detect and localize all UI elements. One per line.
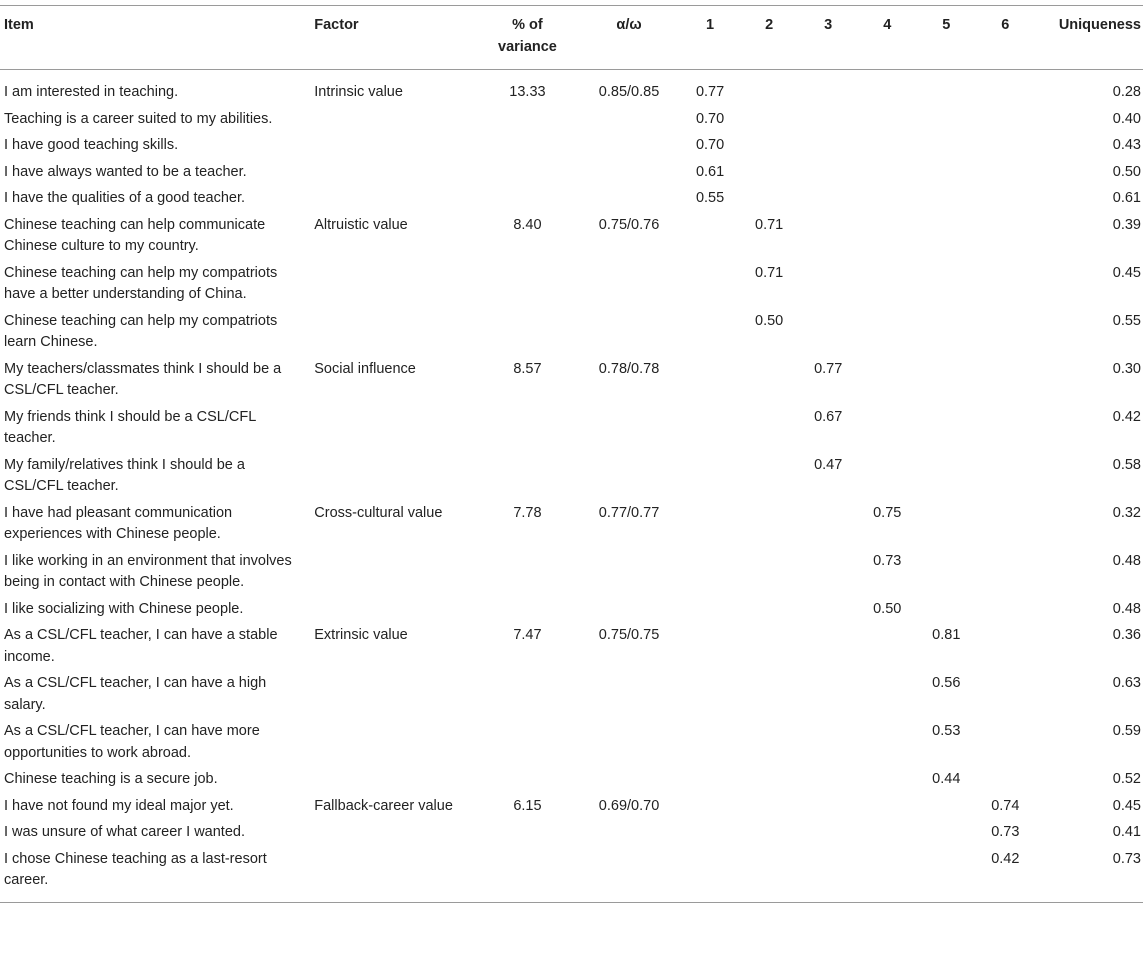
cell-loading-4: 0.50 (873, 600, 902, 617)
cell-item: My family/relatives think I should be a CSL/CFL teacher. (4, 456, 245, 494)
cell-loading-2 (740, 599, 799, 626)
cell-loading-6 (976, 721, 1035, 769)
cell-variance (477, 849, 577, 903)
cell-loading-5: 0.81 (932, 627, 961, 643)
cell-loading-4 (858, 455, 917, 503)
header-alpha-omega: α/ω (616, 17, 642, 33)
cell-loading-4 (858, 721, 917, 769)
table-row (0, 551, 1143, 599)
cell-variance (477, 822, 577, 849)
cell-loading-4 (858, 796, 917, 823)
table-row (0, 796, 1143, 823)
cell-loading-2 (740, 822, 799, 849)
cell-loading-5 (917, 796, 976, 823)
cell-variance (477, 407, 577, 455)
cell-factor (310, 849, 477, 903)
cell-item: I have always wanted to be a teacher. (4, 163, 247, 180)
cell-variance (477, 162, 577, 189)
cell-loading-3 (799, 599, 858, 626)
cell-factor (310, 673, 477, 721)
cell-item: My friends think I should be a CSL/CFL teacher. (4, 408, 256, 446)
table-row (0, 625, 1143, 673)
table-row (0, 822, 1143, 849)
cell-loading-4: 0.73 (873, 552, 902, 569)
cell-loading-2 (740, 849, 799, 903)
cell-factor (310, 455, 477, 503)
cell-loading-2 (740, 70, 799, 109)
cell-variance (477, 188, 577, 215)
cell-loading-4 (858, 769, 917, 796)
cell-loading-6 (976, 188, 1035, 215)
cell-alpha-omega: 0.75/0.76 (598, 216, 660, 233)
cell-factor: Intrinsic value (314, 84, 403, 100)
cell-loading-3 (799, 70, 858, 109)
cell-loading-4 (858, 822, 917, 849)
cell-loading-4 (858, 135, 917, 162)
cell-factor (310, 135, 477, 162)
cell-loading-5 (917, 135, 976, 162)
cell-loading-5: 0.44 (932, 771, 961, 787)
cell-loading-5: 0.56 (932, 675, 961, 691)
table-header-row (0, 6, 1143, 70)
cell-variance (477, 599, 577, 626)
cell-uniqueness: 0.45 (1112, 797, 1141, 814)
cell-loading-4 (858, 849, 917, 903)
cell-uniqueness: 0.45 (1112, 264, 1141, 281)
cell-loading-6 (976, 503, 1035, 551)
header-factor-2: 2 (765, 17, 774, 33)
cell-uniqueness: 0.30 (1112, 360, 1141, 377)
cell-loading-6 (976, 769, 1035, 796)
cell-loading-5 (917, 849, 976, 903)
cell-uniqueness: 0.39 (1112, 216, 1141, 233)
cell-loading-4: 0.75 (873, 504, 902, 521)
cell-variance: 8.40 (513, 216, 542, 233)
cell-loading-1 (681, 215, 740, 263)
cell-loading-2 (740, 455, 799, 503)
cell-loading-4 (858, 263, 917, 311)
cell-loading-2 (740, 135, 799, 162)
table-row (0, 311, 1143, 359)
table-row (0, 721, 1143, 769)
cell-loading-6 (976, 162, 1035, 189)
cell-loading-1 (681, 769, 740, 796)
cell-uniqueness: 0.50 (1112, 163, 1141, 180)
cell-variance: 6.15 (513, 797, 542, 814)
cell-alpha-omega (577, 673, 680, 721)
cell-alpha-omega (577, 455, 680, 503)
cell-loading-5 (917, 215, 976, 263)
cell-uniqueness: 0.32 (1112, 504, 1141, 521)
cell-loading-6 (976, 215, 1035, 263)
cell-loading-1 (681, 721, 740, 769)
cell-loading-3: 0.67 (814, 408, 843, 425)
cell-loading-6 (976, 625, 1035, 673)
cell-uniqueness: 0.36 (1112, 627, 1141, 643)
cell-item: I like socializing with Chinese people. (4, 600, 244, 617)
cell-loading-2 (740, 407, 799, 455)
cell-loading-3 (799, 109, 858, 136)
cell-loading-3 (799, 503, 858, 551)
cell-factor (310, 188, 477, 215)
cell-factor (310, 822, 477, 849)
cell-loading-2 (740, 796, 799, 823)
cell-item: I have not found my ideal major yet. (4, 797, 234, 814)
cell-loading-1: 0.77 (695, 84, 725, 100)
cell-item: As a CSL/CFL teacher, I can have a stable income. (4, 627, 278, 665)
cell-loading-4 (858, 311, 917, 359)
cell-item: I am interested in teaching. (4, 84, 179, 100)
cell-variance: 7.78 (513, 504, 542, 521)
cell-loading-2 (740, 359, 799, 407)
cell-loading-6 (976, 263, 1035, 311)
cell-loading-2 (740, 551, 799, 599)
cell-loading-5 (917, 70, 976, 109)
cell-alpha-omega: 0.77/0.77 (598, 504, 660, 521)
cell-loading-3 (799, 625, 858, 673)
header-factor-5: 5 (942, 17, 951, 33)
cell-uniqueness: 0.59 (1112, 723, 1141, 739)
header-factor: Factor (314, 17, 359, 33)
cell-loading-5 (917, 407, 976, 455)
cell-factor (310, 599, 477, 626)
cell-loading-4 (858, 109, 917, 136)
cell-loading-2 (740, 503, 799, 551)
cell-factor (310, 721, 477, 769)
cell-loading-4 (858, 70, 917, 109)
cell-loading-3 (799, 263, 858, 311)
cell-loading-2 (740, 109, 799, 136)
cell-item: Chinese teaching is a secure job. (4, 771, 218, 787)
cell-loading-2: 0.71 (755, 264, 784, 281)
cell-uniqueness: 0.52 (1112, 771, 1141, 787)
cell-variance (477, 455, 577, 503)
cell-variance (477, 769, 577, 796)
cell-uniqueness: 0.41 (1112, 824, 1141, 840)
cell-loading-4 (858, 625, 917, 673)
cell-variance (477, 673, 577, 721)
cell-loading-5 (917, 162, 976, 189)
cell-loading-5 (917, 263, 976, 311)
cell-loading-4 (858, 359, 917, 407)
cell-loading-1 (681, 673, 740, 721)
cell-loading-1 (681, 796, 740, 823)
cell-loading-2 (740, 673, 799, 721)
cell-loading-2 (740, 188, 799, 215)
cell-loading-6: 0.74 (991, 797, 1020, 814)
cell-loading-3: 0.77 (814, 360, 843, 377)
cell-loading-2 (740, 162, 799, 189)
cell-loading-5 (917, 503, 976, 551)
cell-loading-1 (681, 849, 740, 903)
cell-factor (310, 109, 477, 136)
cell-loading-6: 0.73 (991, 824, 1020, 840)
cell-loading-2: 0.71 (755, 216, 784, 233)
cell-loading-6: 0.42 (991, 850, 1020, 867)
cell-loading-1 (681, 455, 740, 503)
header-factor-3: 3 (824, 17, 833, 33)
cell-item: Chinese teaching can help my compatriots have a better understanding of China. (4, 264, 278, 302)
table-row (0, 135, 1143, 162)
cell-loading-3 (799, 135, 858, 162)
header-factor-1: 1 (706, 17, 715, 33)
cell-uniqueness: 0.55 (1112, 312, 1141, 329)
cell-factor: Extrinsic value (314, 627, 408, 643)
table-row (0, 109, 1143, 136)
table-row (0, 769, 1143, 796)
cell-loading-4 (858, 215, 917, 263)
cell-alpha-omega (577, 263, 680, 311)
header-uniqueness: Uniqueness (1058, 17, 1141, 33)
cell-alpha-omega: 0.78/0.78 (598, 360, 660, 377)
cell-loading-3 (799, 822, 858, 849)
cell-uniqueness: 0.63 (1112, 675, 1141, 691)
cell-item: I like working in an environment that involves being in contact with Chinese people. (4, 552, 292, 590)
cell-loading-1 (681, 599, 740, 626)
cell-alpha-omega (577, 135, 680, 162)
cell-loading-6 (976, 455, 1035, 503)
cell-factor: Social influence (314, 360, 416, 377)
cell-variance (477, 311, 577, 359)
cell-alpha-omega: 0.69/0.70 (598, 797, 660, 814)
cell-uniqueness: 0.28 (1112, 84, 1141, 100)
cell-loading-5: 0.53 (932, 723, 961, 739)
cell-loading-3 (799, 796, 858, 823)
cell-variance (477, 135, 577, 162)
cell-loading-1 (681, 263, 740, 311)
cell-loading-6 (976, 551, 1035, 599)
cell-variance (477, 721, 577, 769)
cell-loading-2 (740, 769, 799, 796)
cell-loading-1 (681, 407, 740, 455)
cell-loading-2 (740, 625, 799, 673)
table-row (0, 673, 1143, 721)
cell-alpha-omega (577, 188, 680, 215)
cell-alpha-omega: 0.75/0.75 (598, 627, 660, 643)
table-row (0, 407, 1143, 455)
table-row (0, 359, 1143, 407)
cell-alpha-omega (577, 311, 680, 359)
header-factor-6: 6 (1001, 17, 1010, 33)
cell-item: I was unsure of what career I wanted. (4, 824, 245, 840)
cell-item: Chinese teaching can help communicate Chinese culture to my country. (4, 216, 266, 254)
cell-alpha-omega (577, 162, 680, 189)
cell-loading-5 (917, 455, 976, 503)
header-variance: % of variance (498, 17, 557, 55)
cell-loading-5 (917, 311, 976, 359)
cell-uniqueness: 0.48 (1112, 552, 1141, 569)
table-row (0, 162, 1143, 189)
cell-alpha-omega (577, 599, 680, 626)
cell-loading-4 (858, 162, 917, 189)
cell-alpha-omega (577, 109, 680, 136)
cell-item: My teachers/classmates think I should be a CSL/CFL teacher. (4, 360, 282, 398)
cell-loading-3 (799, 551, 858, 599)
cell-loading-5 (917, 822, 976, 849)
cell-loading-1 (681, 551, 740, 599)
cell-variance (477, 109, 577, 136)
cell-item: As a CSL/CFL teacher, I can have more opportunities to work abroad. (4, 723, 260, 761)
cell-loading-1: 0.55 (695, 190, 725, 206)
cell-loading-4 (858, 407, 917, 455)
cell-uniqueness: 0.43 (1112, 137, 1141, 153)
cell-loading-6 (976, 359, 1035, 407)
cell-uniqueness: 0.48 (1112, 600, 1141, 617)
cell-item: As a CSL/CFL teacher, I can have a high salary. (4, 675, 267, 713)
table-row (0, 215, 1143, 263)
cell-loading-5 (917, 599, 976, 626)
table-row (0, 503, 1143, 551)
cell-variance (477, 551, 577, 599)
cell-loading-3 (799, 311, 858, 359)
cell-loading-5 (917, 188, 976, 215)
cell-item: I have had pleasant communication experiences with Chinese people. (4, 504, 233, 542)
cell-loading-3 (799, 721, 858, 769)
cell-loading-1: 0.70 (695, 137, 725, 153)
cell-variance: 8.57 (513, 360, 542, 377)
cell-uniqueness: 0.58 (1112, 456, 1141, 473)
cell-loading-3 (799, 215, 858, 263)
cell-alpha-omega (577, 551, 680, 599)
cell-item: Teaching is a career suited to my abilities. (4, 110, 273, 127)
cell-factor (310, 769, 477, 796)
table-row (0, 455, 1143, 503)
cell-variance: 7.47 (513, 627, 542, 643)
cell-loading-6 (976, 135, 1035, 162)
cell-factor: Altruistic value (314, 216, 408, 233)
cell-uniqueness: 0.40 (1112, 110, 1141, 127)
cell-loading-2 (740, 721, 799, 769)
cell-loading-1 (681, 503, 740, 551)
cell-loading-1 (681, 625, 740, 673)
cell-loading-5 (917, 359, 976, 407)
cell-factor (310, 263, 477, 311)
table-row (0, 188, 1143, 215)
cell-loading-5 (917, 109, 976, 136)
cell-alpha-omega (577, 849, 680, 903)
cell-uniqueness: 0.61 (1112, 190, 1141, 206)
cell-loading-3 (799, 162, 858, 189)
cell-loading-1 (681, 311, 740, 359)
cell-loading-6 (976, 407, 1035, 455)
cell-item: I have the qualities of a good teacher. (4, 190, 246, 206)
cell-uniqueness: 0.42 (1112, 408, 1141, 425)
cell-variance (477, 263, 577, 311)
cell-loading-3 (799, 849, 858, 903)
cell-variance: 13.33 (509, 84, 546, 100)
cell-factor (310, 311, 477, 359)
table-row (0, 263, 1143, 311)
cell-factor: Cross-cultural value (314, 504, 443, 521)
cell-factor: Fallback-career value (314, 797, 453, 814)
cell-loading-3 (799, 188, 858, 215)
cell-factor (310, 162, 477, 189)
header-item: Item (4, 17, 34, 33)
cell-loading-1: 0.61 (695, 163, 725, 180)
cell-loading-3 (799, 769, 858, 796)
cell-alpha-omega (577, 769, 680, 796)
cell-loading-6 (976, 109, 1035, 136)
cell-alpha-omega (577, 822, 680, 849)
cell-item: I have good teaching skills. (4, 137, 179, 153)
table-body (0, 70, 1143, 903)
cell-loading-4 (858, 673, 917, 721)
cell-alpha-omega: 0.85/0.85 (598, 84, 660, 100)
cell-loading-1: 0.70 (695, 110, 725, 127)
factor-loading-table (0, 5, 1143, 903)
cell-alpha-omega (577, 407, 680, 455)
header-factor-4: 4 (883, 17, 892, 33)
cell-loading-6 (976, 599, 1035, 626)
cell-loading-2: 0.50 (755, 312, 784, 329)
cell-uniqueness: 0.73 (1112, 850, 1141, 867)
cell-loading-1 (681, 359, 740, 407)
cell-loading-4 (858, 188, 917, 215)
cell-loading-6 (976, 311, 1035, 359)
cell-loading-5 (917, 551, 976, 599)
cell-loading-1 (681, 822, 740, 849)
cell-alpha-omega (577, 721, 680, 769)
table-row (0, 599, 1143, 626)
cell-item: Chinese teaching can help my compatriots learn Chinese. (4, 312, 278, 350)
cell-loading-6 (976, 70, 1035, 109)
cell-item: I chose Chinese teaching as a last-resort career. (4, 850, 267, 888)
table-row (0, 70, 1143, 109)
cell-loading-3 (799, 673, 858, 721)
cell-factor (310, 551, 477, 599)
table-row (0, 849, 1143, 903)
cell-loading-3: 0.47 (814, 456, 843, 473)
cell-factor (310, 407, 477, 455)
cell-loading-6 (976, 673, 1035, 721)
